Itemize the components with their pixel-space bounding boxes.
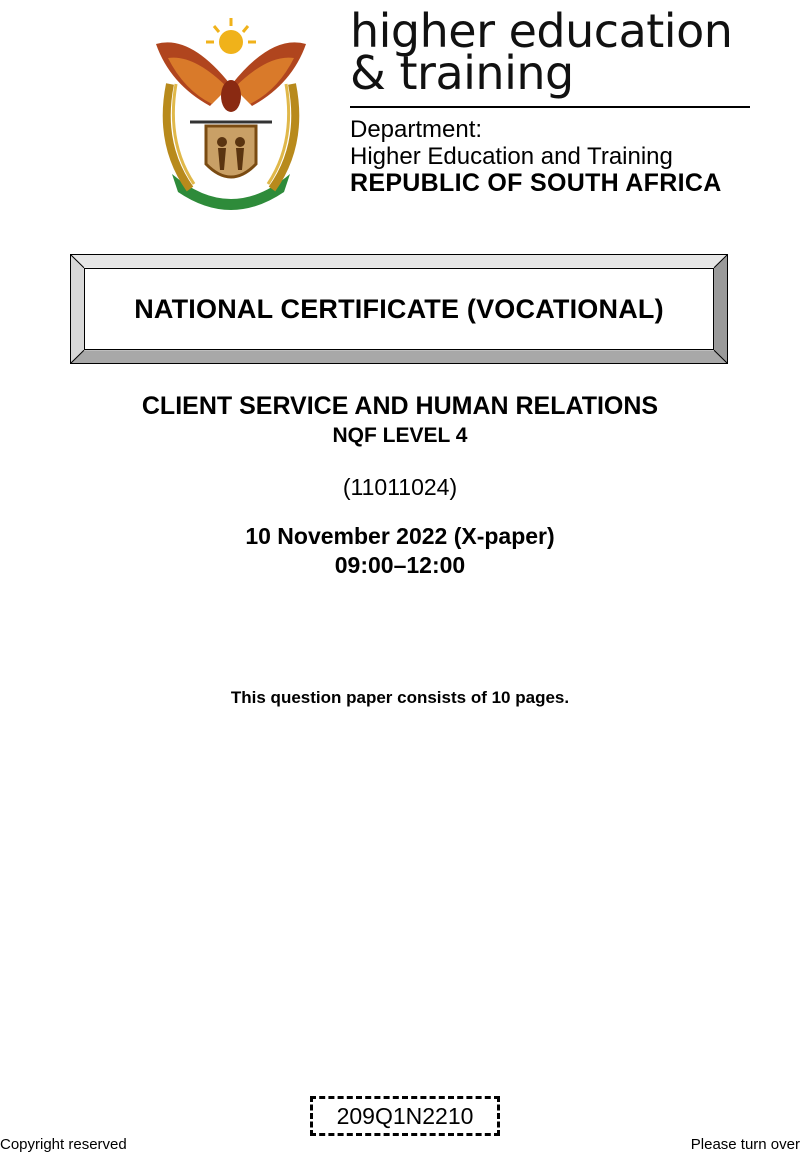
department-wordmark [350,4,770,100]
subject-title: CLIENT SERVICE AND HUMAN RELATIONS [141,392,659,420]
country-name: REPUBLIC OF SOUTH AFRICA [350,169,722,197]
paper-code: 209Q1N2210 [336,1102,474,1129]
department-label: Department: [350,116,483,143]
brand-line-2: & training [350,46,574,100]
header-divider [350,106,750,108]
certificate-banner [70,254,728,364]
copyright-note: Copyright reserved [0,1136,127,1153]
exam-date: 10 November 2022 (X-paper) [245,523,555,549]
nqf-level: NQF LEVEL 4 [332,424,468,447]
brand-line-1: higher education [350,4,733,58]
department-info [350,116,790,197]
department-name: Higher Education and Training [350,143,673,170]
page-count-note: This question paper consists of 10 pages. [230,688,570,707]
exam-time: 09:00–12:00 [334,552,466,578]
paper-code-box [310,1096,500,1136]
certificate-title: NATIONAL CERTIFICATE (VOCATIONAL) [134,293,664,324]
coat-of-arms-icon [150,14,312,220]
subject-code: (11011024) [342,474,458,500]
turn-over-note: Please turn over [690,1136,800,1153]
